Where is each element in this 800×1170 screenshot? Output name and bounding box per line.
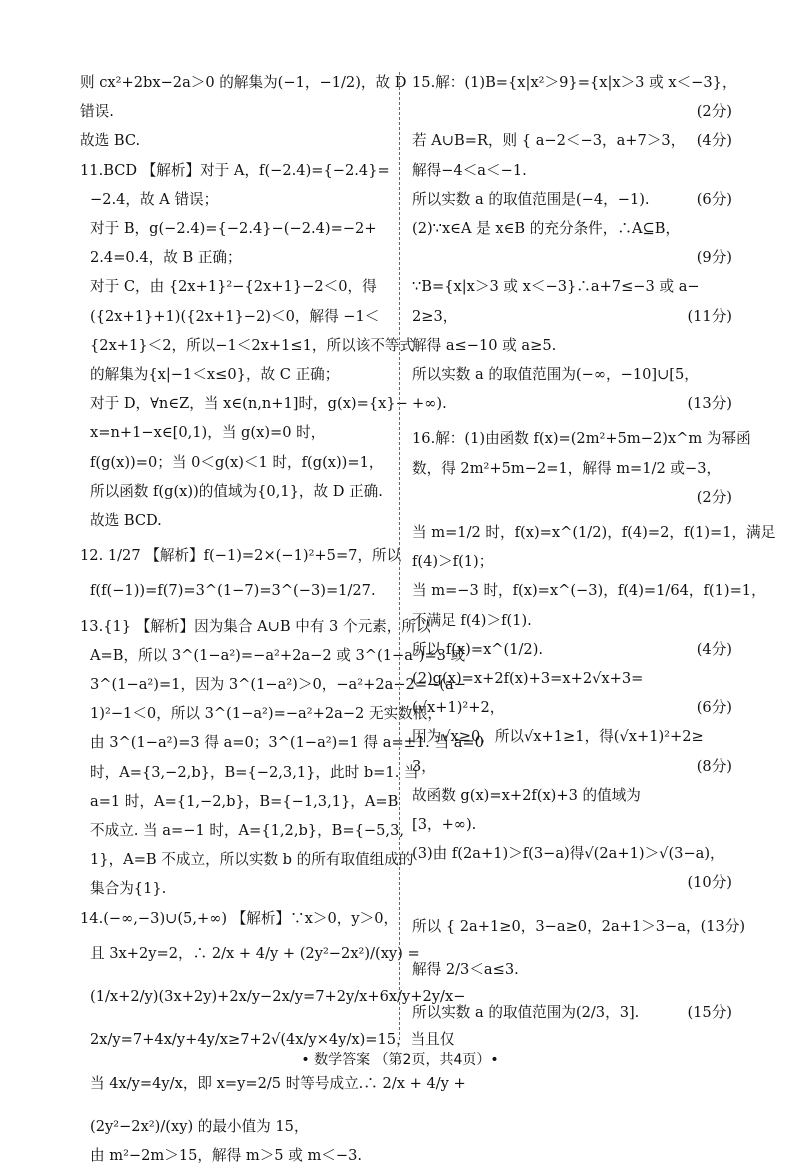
text-line: [3，+∞).	[412, 816, 477, 834]
score-line: (9分)	[696, 249, 732, 267]
text-line: 2.4=0.4，故 B 正确；	[90, 249, 242, 267]
text-line: 对于 C，由 {2x+1}²−{2x+1}−2＜0，得	[90, 278, 377, 296]
text-line: 且 3x+2y=2，∴ 2/x + 4/y + (2y²−2x²)/(xy) =	[90, 944, 420, 962]
text-line: f(f(−1))=f(7)=3^(1−7)=3^(−3)=1/27.	[90, 582, 376, 600]
text-line: 时，A={3,−2,b}，B={−2,3,1}，此时 b=1. 当	[90, 763, 419, 781]
text-line: 故选 BCD.	[90, 512, 162, 530]
page-footer: • 数学答案 （第2页，共4页）•	[301, 1052, 499, 1068]
text-line: (2)g(x)=x+2f(x)+3=x+2√x+3=	[412, 670, 644, 688]
text-line: {2x+1}＜2，所以−1＜2x+1≤1，所以该不等式	[90, 336, 415, 354]
text-line: 错误.	[80, 103, 114, 121]
text-line: 2≥3， (11分)	[412, 307, 732, 325]
text-line: 数，得 2m²+5m−2=1，解得 m=1/2 或−3，	[412, 459, 722, 477]
text-line: 不成立. 当 a=−1 时，A={1,2,b}，B={−5,3,	[90, 822, 404, 840]
text-line: 故函数 g(x)=x+2f(x)+3 的值域为	[412, 786, 641, 804]
score-line: (10分)	[687, 874, 732, 892]
text-line: 3^(1−a²)=1，因为 3^(1−a²)＞0，−a²+2a−2=−(a−	[90, 676, 466, 694]
text-line: 1)²−1＜0，所以 3^(1−a²)=−a²+2a−2 无实数根，	[90, 705, 442, 723]
text-line: 集合为{1}.	[90, 880, 167, 898]
text-line: 1}，A=B 不成立，所以实数 b 的所有取值组成的	[90, 851, 414, 869]
text-line: 当 4x/y=4y/x，即 x=y=2/5 时等号成立.∴ 2/x + 4/y +	[90, 1074, 466, 1092]
text-line: (2)∵x∈A 是 x∈B 的充分条件，∴A⊆B，	[412, 220, 681, 238]
text-line: ∵B={x|x＞3 或 x＜−3}∴a+7≤−3 或 a−	[412, 278, 700, 296]
text-line: 解得 2/3＜a≤3.	[412, 960, 519, 978]
q14-heading: 14.(−∞,−3)∪(5,+∞) 【解析】∵x＞0，y＞0，	[80, 909, 399, 927]
text-line: 对于 B，g(−2.4)={−2.4}−(−2.4)=−2+	[90, 220, 377, 238]
text-line: 解得−4＜a＜−1.	[412, 161, 527, 179]
column-divider	[399, 72, 400, 1040]
text-line: +∞). (13分)	[412, 395, 732, 413]
text-line: 2x/y=7+4x/y+4y/x≥7+2√(4x/y×4y/x)=15，当且仅	[90, 1031, 455, 1049]
text-line: 因为√x≥0，所以√x+1≥1，得(√x+1)²+2≥	[412, 728, 704, 746]
text-line: 所以实数 a 的取值范围是(−4，−1). (6分)	[412, 190, 732, 208]
text-line: 所以实数 a 的取值范围为(2/3，3]. (15分)	[412, 1004, 732, 1022]
q16-heading: 16.解：(1)由函数 f(x)=(2m²+5m−2)x^m 为幂函	[412, 430, 751, 448]
q15-heading: 15.解：(1)B={x|x²＞9}={x|x＞3 或 x＜−3}，	[412, 74, 737, 91]
right-column	[412, 68, 776, 1027]
text-line: 当 m=−3 时，f(x)=x^(−3)，f(4)=1/64，f(1)=1，	[412, 582, 766, 600]
text-line: 由 m²−2m＞15，解得 m＞5 或 m＜−3.	[90, 1146, 363, 1164]
text-line: f(g(x))=0；当 0＜g(x)＜1 时，f(g(x))=1，	[90, 453, 384, 471]
text-line: A=B，所以 3^(1−a²)=−a²+2a−2 或 3^(1−a²)=3 或	[90, 646, 466, 664]
text-line: 所以 f(x)=x^(1/2). (4分)	[412, 640, 732, 658]
text-line: 若 A∪B=R，则 { a−2＜−3，a+7＞3， (4分)	[412, 132, 732, 150]
text-line: 3， (8分)	[412, 757, 732, 775]
score-line: (2分)	[696, 488, 732, 506]
text-line: (3)由 f(2a+1)＞f(3−a)得√(2a+1)＞√(3−a)，	[412, 845, 725, 863]
text-line: 当 m=1/2 时，f(x)=x^(1/2)，f(4)=2，f(1)=1，满足	[412, 524, 776, 542]
text-line: 则 cx²+2bx−2a＞0 的解集为(−1，−1/2)，故 D	[80, 74, 407, 91]
text-line: 对于 D，∀n∈Z，当 x∈(n,n+1]时，g(x)={x}−	[90, 395, 408, 413]
text-line: (√x+1)²+2， (6分)	[412, 699, 732, 717]
score-line: (2分)	[696, 103, 732, 121]
q12-heading: 12. 1/27 【解析】f(−1)=2×(−1)²+5=7，所以	[80, 547, 402, 565]
text-line: 解得 a≤−10 或 a≥5.	[412, 336, 557, 354]
text-line: x=n+1−x∈[0,1)，当 g(x)=0 时，	[90, 424, 326, 442]
text-line: ({2x+1}+1)({2x+1}−2)＜0，解得 −1＜	[90, 307, 380, 325]
text-line: 所以实数 a 的取值范围为(−∞，−10]∪[5，	[412, 366, 699, 384]
text-line: a=1 时，A={1,−2,b}，B={−1,3,1}，A=B	[90, 792, 399, 810]
q13-heading: 13.{1} 【解析】因为集合 A∪B 中有 3 个元素，所以	[80, 617, 431, 635]
text-line: 不满足 f(4)＞f(1).	[412, 611, 532, 629]
text-line: 的解集为{x|−1＜x≤0}，故 C 正确；	[90, 366, 340, 384]
text-line: (1/x+2/y)(3x+2y)+2x/y−2x/y=7+2y/x+6x/y+2y/x−	[90, 988, 466, 1006]
text-line: 所以函数 f(g(x))的值域为{0,1}，故 D 正确.	[90, 482, 383, 500]
text-line: −2.4，故 A 错误；	[90, 190, 219, 208]
text-line: 由 3^(1−a²)=3 得 a=0；3^(1−a²)=1 得 a=±1. 当 a=0	[90, 734, 484, 752]
text-line: 故选 BC.	[80, 132, 141, 150]
text-line: f(4)＞f(1)；	[412, 553, 494, 571]
text-line: 所以 { 2a+1≥0，3−a≥0，2a+1＞3−a， (13分)	[412, 917, 746, 935]
text-line: (2y²−2x²)/(xy) 的最小值为 15，	[90, 1117, 309, 1135]
q11-heading: 11.BCD 【解析】对于 A，f(−2.4)={−2.4}=	[80, 161, 390, 179]
